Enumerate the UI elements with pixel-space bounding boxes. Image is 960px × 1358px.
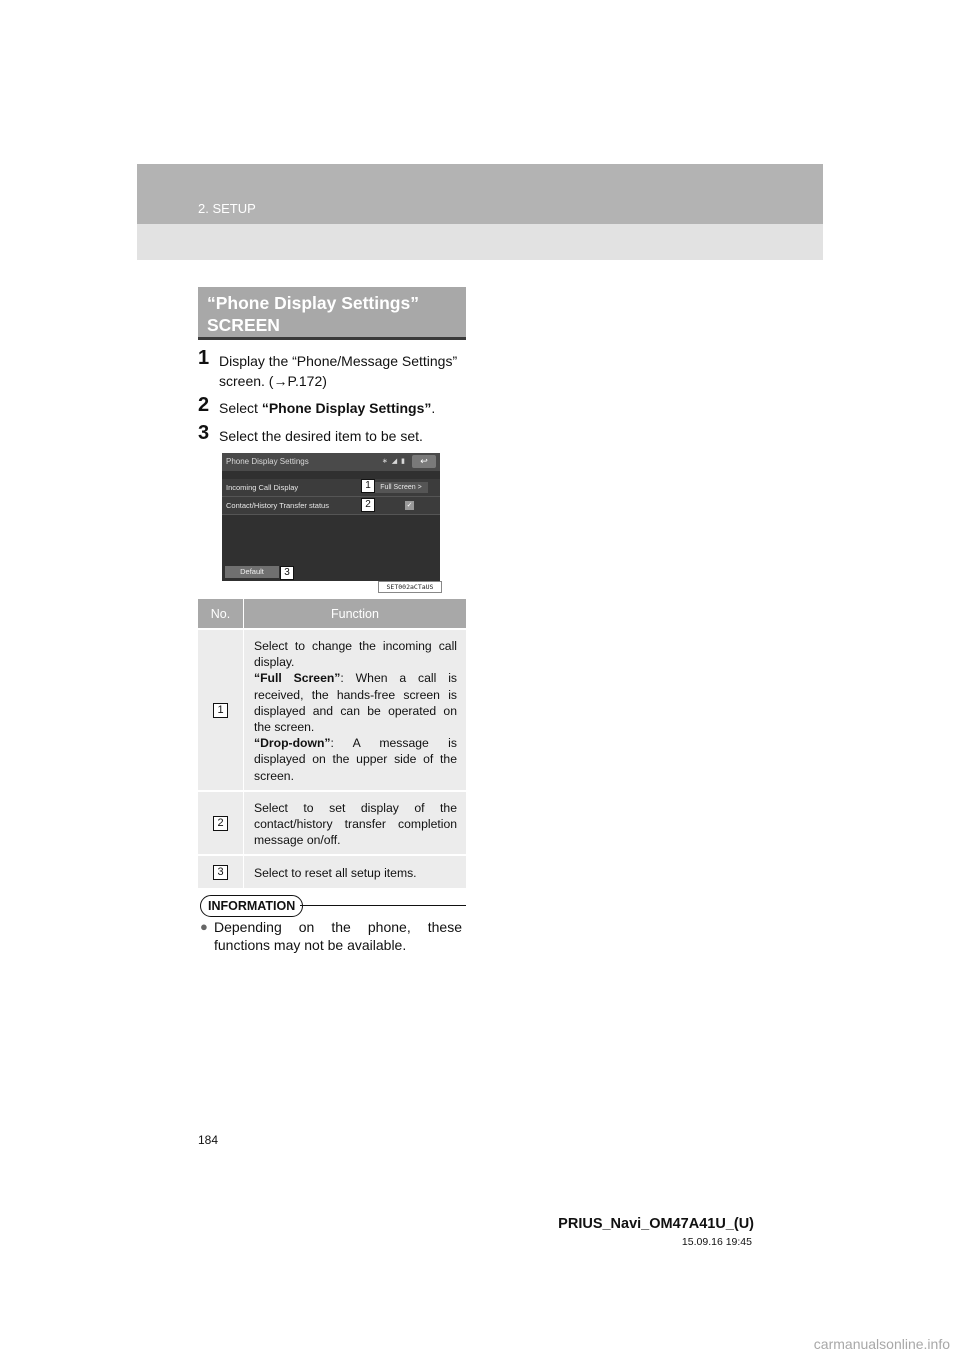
header-sub-band [137,224,823,260]
watermark: carmanualsonline.info [813,1336,950,1352]
section-title-box [198,287,466,340]
table-row [198,791,466,856]
function-table [198,599,466,888]
callout-marker-2: 2 [361,498,375,512]
callout-marker-3: 3 [280,566,294,580]
image-code: SET002aCTaUS [378,581,442,593]
function-cell [244,629,467,791]
default-button[interactable]: Default [225,566,279,578]
document-code: PRIUS_Navi_OM47A41U_(U) [558,1216,754,1232]
step-text [219,398,469,418]
function-cell [244,791,467,856]
step-text-post: . [431,400,436,416]
row-number: 1 [213,703,228,718]
option-name: “Drop-down” [254,736,331,751]
function-line: Select to reset all setup items. [254,866,417,881]
table-row [198,629,466,791]
section-label: 2. SETUP [198,201,256,216]
function-line [254,670,457,735]
function-cell [244,855,467,888]
step-number: 1 [198,347,210,369]
column-header-function: Function [244,599,467,629]
contact-history-transfer-row[interactable] [222,497,440,515]
step-number: 2 [198,394,210,416]
option-name: “Full Screen” [254,671,341,686]
callout-marker-1: 1 [361,479,375,493]
row-number-cell [198,791,244,856]
step-text-pre: Select [219,400,262,416]
row-label: Incoming Call Display [226,483,299,492]
information-badge: INFORMATION [200,895,303,917]
row-number-cell [198,855,244,888]
information-rule [300,905,466,906]
information-text: Depending on the phone, these functions may not be available. [214,919,462,953]
phone-display-settings-screenshot [222,453,440,581]
check-icon[interactable]: ✓ [406,502,413,509]
section-title: “Phone Display Settings” SCREEN [207,293,419,335]
incoming-call-display-row[interactable] [222,479,440,497]
step-text: Display the “Phone/Message Settings” screen. (→P.172) [219,353,458,389]
step-text: Select the desired item to be set. [219,428,423,444]
back-icon[interactable]: ↩ [412,455,436,468]
column-header-no: No. [198,599,244,629]
row-number-cell [198,629,244,791]
bullet-icon: ● [200,919,208,934]
status-icons: ∗ ◢ ▮ [382,458,406,465]
screen-title: Phone Display Settings [226,457,309,466]
full-screen-button[interactable]: Full Screen > [374,482,428,493]
function-line: Select to set display of the contact/history transfer completion message on/off. [254,800,457,848]
row-label: Contact/History Transfer status [226,501,329,510]
row-number: 2 [213,816,228,831]
document-date: 15.09.16 19:45 [681,1236,752,1248]
function-line: Select to change the incoming call display. [254,639,457,670]
function-line [254,735,457,784]
row-number: 3 [213,865,228,880]
option-desc: : A message is displayed on the upper side of the screen. [254,736,457,783]
table-row [198,855,466,888]
table-header-row [198,599,466,629]
step-number: 3 [198,422,210,444]
page-number: 184 [198,1133,219,1147]
step-text-bold: “Phone Display Settings” [261,400,432,416]
option-desc: : When a call is received, the hands-free screen is displayed and can be operated on the screen. [254,671,458,735]
